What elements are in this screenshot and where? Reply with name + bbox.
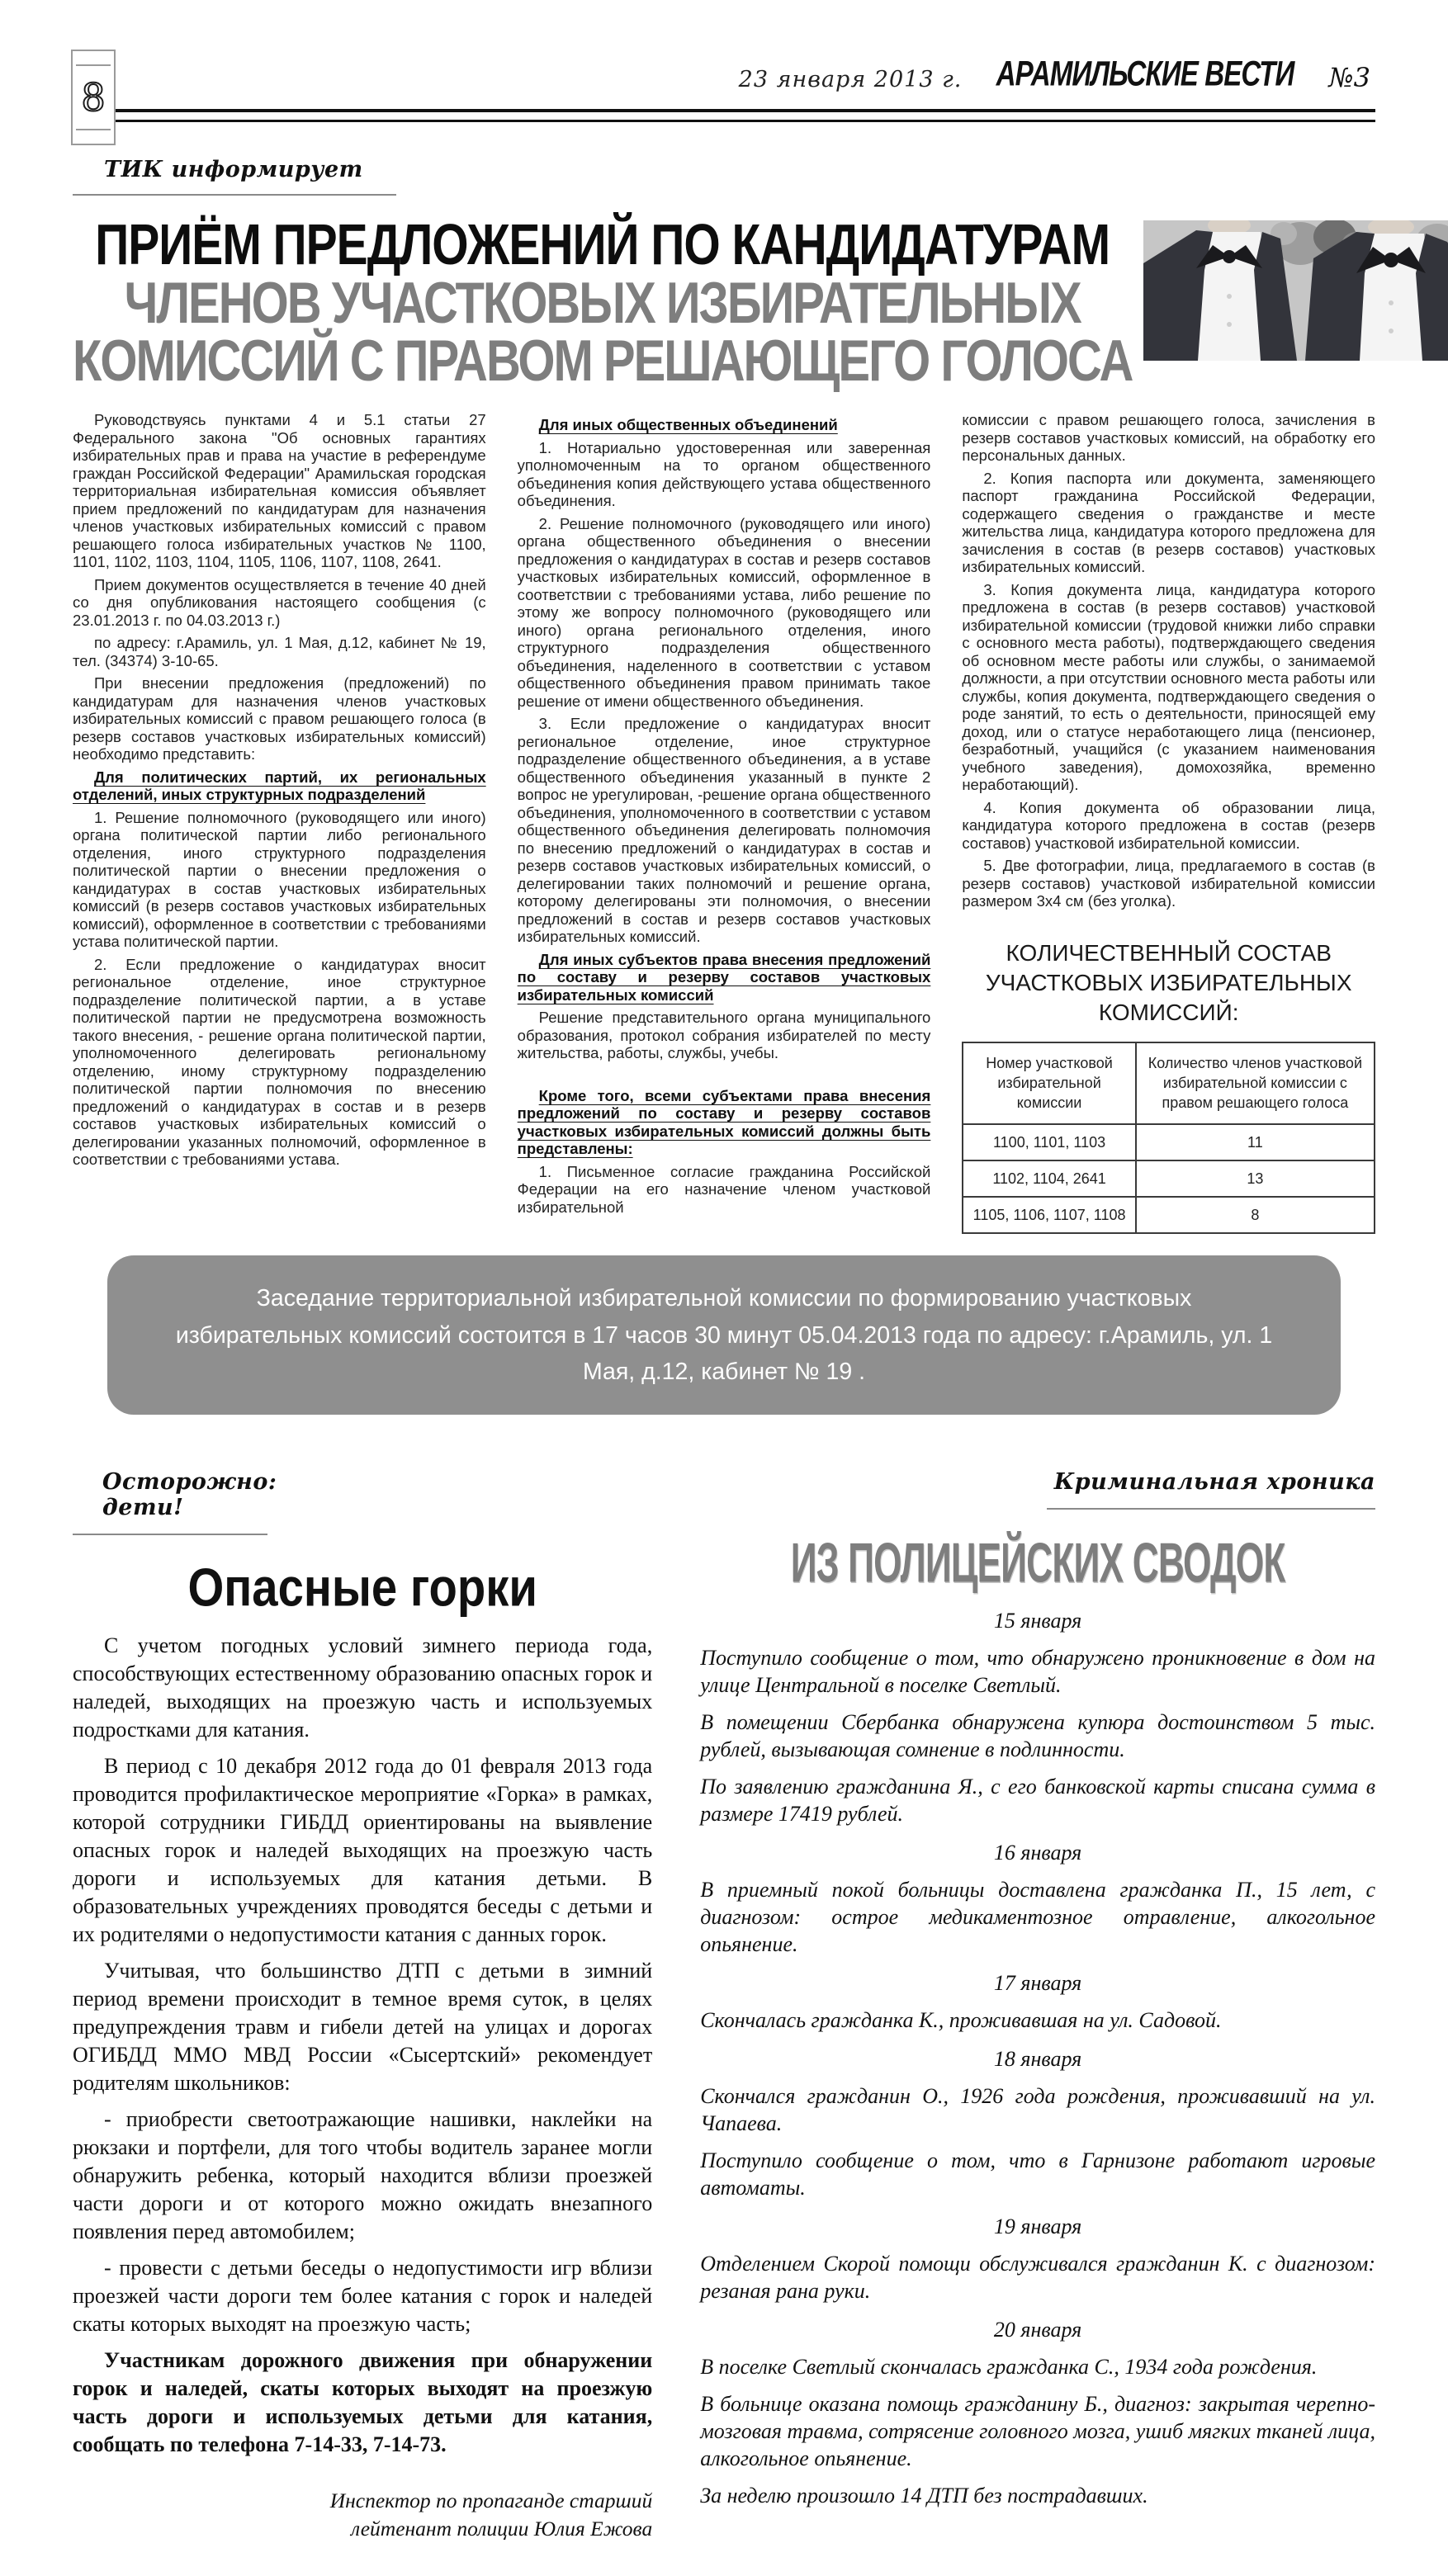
headline-line-2: ЧЛЕНОВ УЧАСТКОВЫХ ИЗБИРАТЕЛЬНЫХ — [124, 270, 1081, 336]
paragraph: Руководствуясь пунктами 4 и 5.1 статьи 27 Федерального закона "Об основных гарантиях избирательных прав и права на участие в референдуме граждан Российской Федерации" Арамильская городская территориальная избирательная комиссия объявляет прием предложений по кандидатурам для назначения членов участковых избирательных комиссий с правом решающего голоса избирательных участков № 1100, 1101, 1102, 1103, 1104, 1105, 1106, 1107, 1108, 2641. — [73, 411, 486, 571]
report-date: 15 января — [993, 1609, 1082, 1633]
issue-number: №3 — [1328, 62, 1370, 93]
report-item: Поступило сообщение о том, что обнаружено проникновение в дом на улице Центральной в поселке Светлый. — [700, 1646, 1375, 1697]
table-cell: 11 — [1136, 1124, 1375, 1160]
tuxedo-men-photo-graphic — [1143, 220, 1448, 361]
column-2 — [518, 411, 931, 1234]
report-item: Отделением Скорой помощи обслуживался гражданин К. с диагнозом: резаная рана руки. — [700, 2252, 1375, 2303]
report-item: В поселке Светлый скончалась гражданка С., 1934 года рождения. — [700, 2355, 1318, 2379]
headline-line-3: КОМИССИЙ С ПРАВОМ РЕШАЮЩЕГО ГОЛОСА — [73, 328, 1133, 395]
report-item: В больнице оказана помощь гражданину Б., диагноз: закрытая черепно-мозговая травма, сотрясение головного мозга, ушиб мягких тканей лица, алкогольное опьянение. — [700, 2392, 1375, 2470]
crime-label: Криминальная хроника — [1053, 1469, 1375, 1495]
paragraph: 1. Письменное согласие гражданина Российской Федерации на его назначение членом участковой избирательной — [517, 1162, 931, 1216]
section-heading-public-associations: Для иных общественных объединений — [538, 416, 838, 434]
section-heading-all-subjects: Кроме того, всеми субъектами права внесения предложений по составу и резерву составов участковых избирательных комиссий должны быть представлены: — [517, 1086, 931, 1158]
issue-date: 23 января 2013 г. — [738, 67, 963, 92]
article-paragraph: Учитывая, что большинство ДТП с детьми в зимний период времени происходит в темное время суток, в целях предупреждения травм и гибели детей на улицах и дорогах ОГИБДД ММО МВД России «Сысертский» рекомендует родителям школьников: — [73, 1959, 653, 2095]
report-item: По заявлению гражданина Я., с его банковской карты списана сумма в размере 17419 рублей. — [700, 1775, 1375, 1826]
table-header-row — [963, 1042, 1375, 1124]
paragraph: 3. Если предложение о кандидатурах вносит региональное отделение, иное структурное подразделение общественного объединения, а в уставе общественного объединения указанный в пункте 2 вопрос не урегулирован, -решение органа общественного объединения, уполномоченного в соответствии с уставом общественного объединения делегировать полномочия по внесению предложений о кандидатурах в состав и резерв составов участковых избирательных комиссий, о делегировании таких полномочий и решение органа, которому делегированы эти полномочия, о внесении предложений в состав и резерв составов участковых избирательных комиссий. — [517, 715, 931, 946]
page-header — [73, 38, 1375, 145]
column-1 — [73, 411, 486, 1234]
table-header-cell: Количество членов участковой избирательной комиссии с правом решающего голоса — [1136, 1042, 1375, 1124]
crime-chronicle-article — [700, 1466, 1375, 2543]
report-item: За неделю произошло 14 ДТП без пострадавших. — [700, 2484, 1148, 2507]
caution-label: Осторожно: дети! — [102, 1469, 277, 1520]
paragraph: 1. Решение полномочного (руководящего или иного) органа политической партии либо регионального отделения, иного структурного подразделения политической партии о внесении предложения о кандидатурах в состав участковых избирательных комиссий (в резерв составов участковых избирательных комиссий), оформленное в соответствии с требованиями устава политической партии. — [73, 808, 486, 951]
meeting-banner — [107, 1255, 1341, 1415]
crime-label-block — [1047, 1466, 1375, 1510]
report-item: Поступило сообщение о том, что в Гарнизоне работают игровые автоматы. — [700, 2148, 1375, 2200]
header-rule — [102, 109, 1375, 122]
page-number: 8 — [81, 75, 106, 120]
article-paragraph: С учетом погодных условий зимнего периода года, способствующих естественному образованию опасных горок и наледей, выходящих на проезжую часть и используемых подростками для катания. — [73, 1633, 653, 1742]
tik-section-label: ТИК информирует — [104, 157, 363, 182]
paragraph: Прием документов осуществляется в течение 40 дней со дня опубликования настоящего сообщения (с 23.01.2013 г. по 04.03.2013 г.) — [73, 575, 486, 629]
table-header-cell: Номер участковой избирательной комиссии — [963, 1042, 1135, 1124]
table-row — [963, 1197, 1375, 1233]
paragraph: по адресу: г.Арамиль, ул. 1 Мая, д.12, кабинет № 19, тел. (34374) 3-10-65. — [73, 634, 486, 669]
article-columns — [73, 411, 1375, 1234]
caution-children-article — [73, 1466, 652, 2543]
byline: Инспектор по пропаганде старший лейтенант полиции Юлия Ежова — [329, 2489, 653, 2541]
headline-row — [73, 212, 1375, 395]
masthead — [738, 53, 1370, 94]
article-paragraph: - провести с детьми беседы о недопустимости игр вблизи проезжей части дороги тем более катания с горок и наледей скаты которых выходят на проезжую часть; — [73, 2256, 653, 2336]
paragraph: 3. Копия документа лица, кандидатура которого предложена в состав (в резерв составов) участковой избирательной комиссии (трудовой книжки либо справки с основного места работы), подтверждающего сведения об основном месте работы или службы, о занимаемой должности, а при отсутствии основного места работы или службы, копия документа, подтверждающего сведения о роде занятий, то есть о деятельности, приносящей ему доход, или о статусе неработающего лица (пенсионер, безработный, учащийся (с указанием наименования учебного заведения), домохозяйка, временно неработающий). — [962, 580, 1376, 794]
paragraph: При внесении предложения (предложений) по кандидатурам для назначения членов участковых избирательных комиссий с правом решающего голоса (в резерв составов участковых избирательных комиссий) необходимо представить: — [73, 674, 486, 763]
table-row — [963, 1160, 1375, 1197]
column-3 — [962, 411, 1375, 1234]
report-date: 16 января — [993, 1841, 1082, 1865]
meeting-banner-text: Заседание территориальной избирательной комиссии по формированию участковых избирательных комиссий состоится в 17 часов 30 минут 05.04.2013 года по адресу: г.Арамиль, ул. 1 Мая, д.12, кабинет № 19 . — [175, 1285, 1273, 1385]
article-headline — [73, 212, 1143, 395]
tuxedo-men-photo — [1143, 220, 1448, 361]
report-date: 17 января — [993, 1971, 1082, 1995]
police-reports — [700, 1607, 1375, 2509]
article-paragraph: В период с 10 декабря 2012 года до 01 февраля 2013 года проводится профилактическое мероприятие «Горка» в рамках, которой сотрудники ГИБДД ориентированы на выявление опасных горок и наледей выходящих на проезжую часть дороги и используемых для катания детьми. В образовательных учреждениях проводятся беседы с детьми и их родителями о недопустимости катания с данных горок. — [73, 1754, 653, 1946]
paragraph: Решение представительного органа муниципального образования, протокол собрания избирателей по месту жительства, работы, службы, учебы. — [517, 1009, 931, 1062]
paragraph: 2. Копия паспорта или документа, заменяющего паспорт гражданина Российской Федерации, содержащего сведения о гражданстве и месте жительства лица, кандидатура которого предложена для зачисления в состав (в резерв составов) участковых избирательных комиссий. — [962, 469, 1376, 576]
paragraph: 4. Копия документа об образовании лица, кандидатура которого предложена в состав (резерв составов) участковой избирательной комиссии. — [962, 798, 1376, 852]
paragraph: 1. Нотариально удостоверенная или заверенная уполномоченным на то органом общественного объединения копия действующего устава общественного объединения. — [517, 438, 931, 510]
newspaper-name: АРАМИЛЬСКИЕ ВЕСТИ — [996, 53, 1294, 93]
report-date: 18 января — [993, 2047, 1082, 2071]
report-item: В приемный покой больницы доставлена гражданка П., 15 лет, с диагнозом: острое медикаментозное отравление, алкогольное опьянение. — [700, 1878, 1375, 1956]
paragraph: комиссии с правом решающего голоса, зачисления в резерв составов участковых комиссий, на обработку его персональных данных. — [962, 411, 1376, 465]
table-cell: 13 — [1136, 1160, 1375, 1197]
page-number-box — [71, 50, 116, 145]
table-title: КОЛИЧЕСТВЕННЫЙ СОСТАВ УЧАСТКОВЫХ ИЗБИРАТЕЛЬНЫХ КОМИССИЙ: — [985, 939, 1352, 1026]
report-item: В помещении Сбербанка обнаружена купюра достоинством 5 тыс. рублей, вызывающая сомнение в подлинности. — [700, 1710, 1375, 1761]
article-paragraph-bold: Участникам дорожного движения при обнаружении горок и наледей, скаты которых выходят на проезжую часть дороги и используемых детьми для катания, сообщать по телефона 7-14-33, 7-14-73. — [73, 2348, 653, 2456]
headline-line-1: ПРИЁМ ПРЕДЛОЖЕНИЙ ПО КАНДИДАТУРАМ — [95, 212, 1110, 277]
left-article-title: Опасные горки — [187, 1557, 537, 1618]
report-date: 20 января — [993, 2318, 1082, 2342]
table-cell: 8 — [1136, 1197, 1375, 1233]
bottom-section — [73, 1466, 1375, 2543]
report-item: Скончался гражданин О., 1926 года рождения, проживавший на ул. Чапаева. — [700, 2084, 1375, 2135]
section-heading-other-subjects: Для иных субъектов права внесения предложений по составу и резерву составов участковых избирательных комиссий — [517, 950, 931, 1004]
table-row — [963, 1124, 1375, 1160]
paragraph: 5. Две фотографии, лица, предлагаемого в состав (в резерв составов) участковой избирательной комиссии размером 3х4 см (без уголка). — [962, 857, 1376, 910]
table-cell: 1105, 1106, 1107, 1108 — [963, 1197, 1135, 1233]
table-cell: 1100, 1101, 1103 — [963, 1124, 1135, 1160]
composition-table — [962, 1042, 1375, 1235]
table-cell: 1102, 1104, 2641 — [963, 1160, 1135, 1197]
tik-section-label-block — [73, 152, 396, 196]
section-heading-political-parties: Для политических партий, их региональных отделений, иных структурных подразделений — [73, 768, 486, 804]
report-date: 19 января — [993, 2214, 1082, 2238]
paragraph: 2. Решение полномочного (руководящего или иного) органа общественного объединения о внесении предложения о кандидатурах в состав и резерв составов участковых избирательных комиссий, оформленное в соответствии с требованиями устава, либо решение по этому же вопросу полномочного (руководящего или иного) органа регионального отделения, иного структурного подразделения общественного объединения, наделенного в соответствии с уставом общественного объединения правом принимать такое решение от имени общественного объединения. — [517, 514, 931, 710]
caution-label-block — [73, 1466, 277, 1535]
paragraph: 2. Если предложение о кандидатурах вносит региональное отделение, иное структурное подразделение политической партии, а в уставе политической партии не предусмотрена возможность такого внесения, - решение органа политической партии, уполномоченного делегировать региональному отделению, иному структурному подразделению политической партии полномочия по внесению предложений о кандидатурах в состав и в резерв составов участковых избирательных комиссий о делегировании указанных полномочий, оформленное в соответствии с требованиями устава. — [73, 955, 486, 1169]
article-paragraph: - приобрести светоотражающие нашивки, наклейки на рюкзаки и портфели, для того чтобы водитель заранее могли обнаружить ребенка, который находится вблизи проезжей части дороги и от которого можно ожидать внезапного появления перед автомобилем; — [73, 2107, 653, 2243]
right-article-title: ИЗ ПОЛИЦЕЙСКИХ СВОДОК — [790, 1532, 1285, 1595]
report-item: Скончалась гражданка К., проживавшая на ул. Садовой. — [700, 2008, 1222, 2032]
